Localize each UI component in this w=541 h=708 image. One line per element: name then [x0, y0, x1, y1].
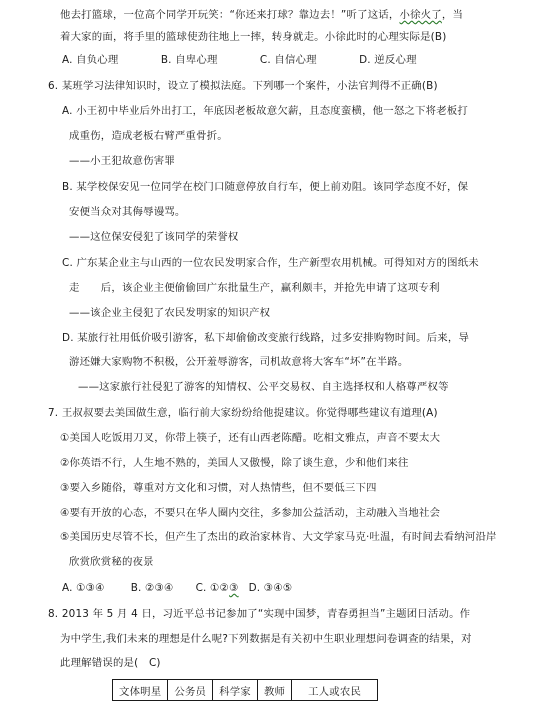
q8-line-3: 此理解错误的是( C) — [60, 657, 161, 669]
q7-statement-1: ①美国人吃饭用刀叉，你带上筷子，还有山西老陈醋。吃相文雅点，声音不要太大 — [60, 432, 441, 444]
q7-option-a: A. ①③④ — [62, 582, 105, 594]
q7-option-b: B. ②③④ — [130, 582, 174, 594]
q5-line-1 — [60, 8, 463, 22]
career-survey-table — [112, 679, 378, 701]
q6-option-b-verdict: ——这位保安侵犯了该同学的荣誉权 — [69, 231, 239, 243]
table-row — [113, 680, 378, 701]
q7-options — [62, 581, 292, 595]
q7-option-c: C. ①② — [195, 582, 230, 594]
table-cell: 公务员 — [168, 680, 213, 701]
q7-statement-2: ②你英语不行，人生地不熟的，美国人又傲慢，除了谈生意，少和他们来往 — [60, 457, 409, 469]
q6-option-c-line1: C. 广东某企业主与山西的一位农民发明家合作，生产新型农用机械。可得知对方的图纸未 — [62, 257, 479, 269]
q6-option-b-line2: 安便当众对其侮辱谩骂。 — [69, 206, 186, 218]
q5-wavy-underline: 小徐火了 — [399, 9, 442, 21]
q8-line-2: 为中学生,我们未来的理想是什么呢?下列数据是有关初中生职业理想问卷调查的结果，对 — [60, 633, 472, 645]
q7-stem: 7. 王叔叔要去美国做生意，临行前大家纷纷给他提建议。你觉得哪些建议有道理(A) — [48, 407, 438, 419]
q8-line-1: 8. 2013 年 5 月 4 日，习近平总书记参加了“实现中国梦，青春勇担当”主题团日活动。作 — [48, 608, 471, 620]
q6-option-c-verdict: ——该企业主侵犯了农民发明家的知识产权 — [69, 307, 271, 319]
q6-stem: 6. 某班学习法律知识时，设立了模拟法庭。下列哪一个案件，小法官判得不正确(B) — [48, 80, 438, 92]
q7-statement-4: ④要有开放的心态，不要只在华人圈内交往，多参加公益活动，主动融入当地社会 — [60, 507, 441, 519]
q7-statement-3: ③要入乡随俗，尊重对方文化和习惯，对人热情些，但不要低三下四 — [60, 482, 377, 494]
table-cell: 文体明星 — [113, 680, 168, 701]
table-cell: 教师 — [257, 680, 291, 701]
q5-line-1-text: 他去打篮球，一位高个同学开玩笑：“你还来打球？靠边去！”听了这话， — [60, 9, 400, 21]
q6-option-a-verdict: ——小王犯故意伤害罪 — [69, 155, 175, 167]
q7-statement-5-line2: 欣赏欣赏秘的夜景 — [69, 556, 154, 568]
q5-line-2: 着大家的面，将手里的篮球使劲往地上一摔，转身就走。小徐此时的心理实际是(B) — [60, 31, 447, 43]
table-cell: 科学家 — [213, 680, 258, 701]
q5-line-1-end: ，当 — [441, 9, 464, 21]
q6-option-b-line1: B. 某学校保安见一位同学在校门口随意停放自行车，便上前劝阻。该同学态度不好，保 — [62, 181, 469, 193]
q6-option-d-line2: 游还嫌大家购物不积极，公开羞辱游客，司机故意将大客车“坏”在半路。 — [69, 356, 409, 368]
table-cell: 工人或农民 — [292, 680, 378, 701]
q6-option-a-line2: 成重伤，造成老板右臂严重骨折。 — [69, 130, 228, 142]
q6-option-d-line1: D. 某旅行社用低价吸引游客，私下却偷偷改变旅行线路，过多安排购物时间。后来，导 — [62, 332, 470, 344]
q7-option-c-wavy: ③ — [229, 582, 239, 594]
q7-option-d: D. ③④⑤ — [248, 582, 293, 594]
q5-options: A. 自负心理 B. 自卑心理 C. 自信心理 D. 逆反心理 — [62, 54, 417, 66]
q7-statement-5-line1: ⑤美国历史尽管不长，但产生了杰出的政治家林肯、大文学家马克·吐温，有时间去看纳河沿岸 — [60, 531, 497, 543]
q6-option-a-line1: A. 小王初中毕业后外出打工，年底因老板故意欠薪，且态度蛮横，他一怒之下将老板打 — [62, 105, 468, 117]
q6-option-d-verdict: ——这家旅行社侵犯了游客的知情权、公平交易权、自主选择权和人格尊严权等 — [78, 381, 449, 393]
q6-option-c-line2: 走 后，该企业主便偷偷回广东批量生产，赢利颇丰，并抢先申请了这项专利 — [69, 282, 440, 294]
